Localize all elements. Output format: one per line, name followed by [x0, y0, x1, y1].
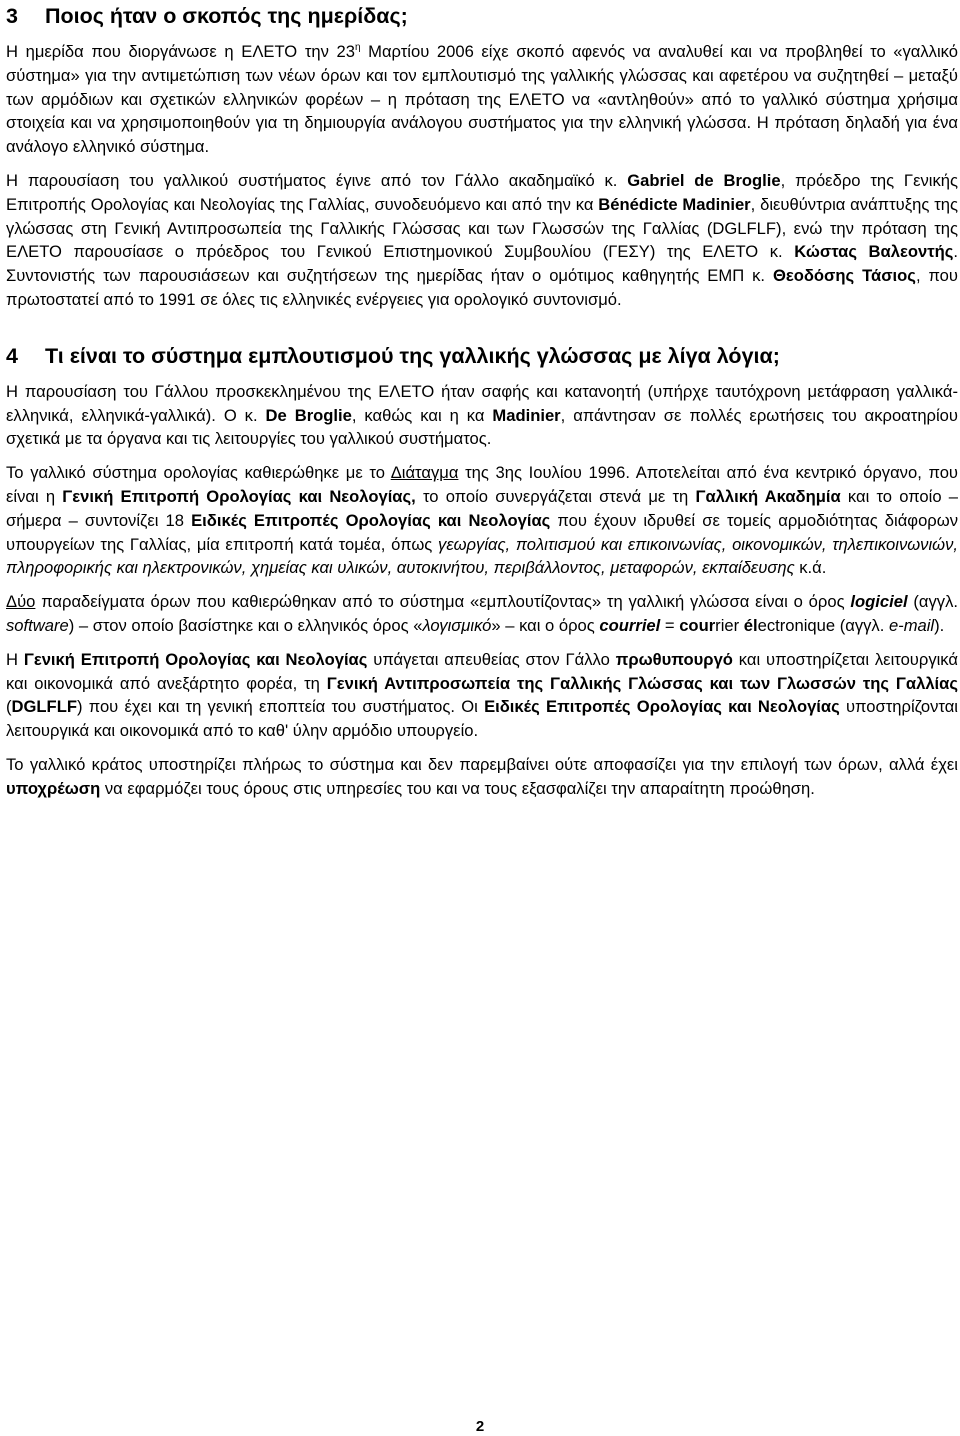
bold-term: Ειδικές Επιτροπές Ορολογίας και Νεολογίας	[484, 697, 840, 717]
paragraph	[6, 380, 958, 451]
superscript: η	[354, 42, 361, 53]
text-run: παραδείγματα όρων που καθιερώθηκαν από το σύστημα «εμπλουτίζοντας» τη γαλλική γλώσσα είναι ο όρος	[35, 592, 851, 612]
paragraph	[6, 169, 958, 312]
bold-term: Ειδικές Επιτροπές Ορολογίας και Νεολογίας	[191, 510, 551, 530]
bold-term: πρωθυπουργό	[615, 649, 733, 669]
text-run: και υποστηρίζεται λειτουργικά και οικονομικά από ανεξάρτητο φορέα, τη	[6, 649, 958, 693]
section-title: Ποιος ήταν ο σκοπός της ημερίδας;	[45, 4, 408, 28]
term-part: él	[743, 615, 758, 635]
text-run: που έχουν ιδρυθεί σε τομείς αρμοδιότητας διάφορων υπουργείων της Γαλλίας, μία επιτροπή κατά τομέα, όπως	[6, 510, 958, 554]
text-run: , που πρωτοστατεί από το 1991 σε όλες τις ελληνικές ενέργειες για ορολογικό συντονισμό.	[6, 266, 958, 309]
bold-term: Γενική Επιτροπή Ορολογίας και Νεολογίας	[23, 649, 368, 669]
section-number: 4	[6, 343, 18, 368]
page-number: 2	[475, 1418, 485, 1435]
text-run: (	[6, 697, 12, 717]
text-run: της 3ης Ιουλίου 1996. Αποτελείται από ένα κεντρικό όργανο, που είναι η	[6, 463, 958, 506]
term: courriel	[599, 615, 661, 635]
text-run: Το γαλλικό κράτος υποστηρίζει πλήρως το σύστημα και δεν παρεμβαίνει ούτε αποφασίζει για την επιλογή των όρων, αλλά έχει	[6, 754, 958, 774]
italic-list: γεωργίας, πολιτισμού και επικοινωνίας, οικονομικών, τηλεπικοινωνιών, πληροφορικής και ηλεκτρονικών, χημείας και υλικών, αυτοκινήτου, περιβάλλοντος, μεταφορών, εκπαίδευσης	[6, 534, 959, 578]
term-part: cour	[679, 615, 716, 635]
section-heading	[6, 2, 958, 30]
text-run: και το οποίο – σήμερα – συντονίζει 18	[6, 486, 958, 530]
person-name: Θεοδόσης Τάσιος	[772, 266, 916, 286]
person-name: De Broglie	[265, 405, 352, 425]
bold-term: Γενική Αντιπροσωπεία της Γαλλικής Γλώσσας και των Γλωσσών της Γαλλίας	[326, 673, 958, 693]
underlined-term: Δύο	[6, 592, 36, 612]
text-run: » – και ο όρος	[491, 615, 600, 635]
term: logiciel	[850, 592, 908, 612]
underlined-term: Διάταγμα	[390, 463, 459, 483]
term: e-mail	[888, 615, 935, 635]
section-title: Τι είναι το σύστημα εμπλουτισμού της γαλλικής γλώσσας με λίγα λόγια;	[45, 343, 780, 368]
term: software	[6, 615, 69, 635]
bold-term: Γαλλική Ακαδημία	[695, 486, 841, 506]
text-run: ).	[934, 615, 945, 635]
text-run: , απάντησαν σε πολλές ερωτήσεις του ακροατηρίου σχετικά με τα όργανα και τις λειτουργίες του γαλλικού συστήματος.	[6, 405, 958, 449]
text-run: Μαρτίου 2006 είχε σκοπό αφενός να αναλυθεί και να προβληθεί το «γαλλικό σύστημα» για την αντιμετώπιση των νέων όρων και τον εμπλουτισμό της γαλλικής γλώσσας και αφετέρου να συζητηθεί – μεταξύ των αρμόδιων και σχετικών ελληνικών φορέων – η πρόταση της ΕΛΕΤΟ να «αντληθούν» από το γαλλικό σύστημα χρήσιμα στοιχεία και να χρησιμοποιηθούν για τη δημιουργία ανάλογου συστήματος για την ελληνική γλώσσα. Η πρόταση δηλαδή για ένα ανάλογο ελληνικό σύστημα.	[6, 42, 958, 157]
text-run: Η ημερίδα που διοργάνωσε η ΕΛΕΤΟ την 23	[6, 42, 355, 61]
text-run: ectronique (αγγλ.	[757, 615, 889, 635]
term: λογισμικό	[422, 615, 492, 635]
bold-term: DGLFLF	[11, 697, 77, 717]
person-name: Κώστας Βαλεοντής	[794, 242, 954, 262]
person-name: Gabriel de Broglie	[627, 170, 781, 190]
paragraph	[6, 590, 958, 638]
text-run: Η	[6, 649, 24, 669]
section-number: 3	[6, 4, 18, 28]
text-run: , πρόεδρο της Γενικής Επιτροπής Ορολογίας και Νεολογίας της Γαλλίας, συνοδευόμενο και από την κα	[6, 170, 958, 214]
text-run: (αγγλ.	[907, 592, 958, 612]
text-run: , καθώς και η κα	[351, 405, 493, 425]
text-run: =	[660, 615, 680, 635]
text-run: να εφαρμόζει τους όρους στις υπηρεσίες του και να τους εξασφαλίζει την απαραίτητη προώθηση.	[100, 778, 815, 798]
text-run: , διευθύντρια ανάπτυξης της γλώσσας στη Γενική Αντιπροσωπεία της Γαλλικής Γλώσσας και των Γλωσσών της Γαλλίας (DGLFLF), ενώ την πρόταση της ΕΛΕΤΟ παρουσίασε ο πρόεδρος του Γενικού Επιστημονικού Συμβουλίου (ΓΕΣΥ) της ΕΛΕΤΟ κ.	[6, 194, 958, 262]
text-run: . Συντονιστής των παρουσιάσεων και συζητήσεων της ημερίδας ήταν ο ομότιμος καθηγητής ΕΜΠ κ.	[6, 242, 958, 286]
person-name: Madinier	[492, 405, 561, 425]
paragraph	[6, 40, 958, 159]
text-run: Η παρουσίαση του γαλλικού συστήματος έγινε από τον Γάλλο ακαδημαϊκό κ.	[6, 170, 628, 190]
bold-term: Γενική Επιτροπή Ορολογίας και Νεολογίας,	[62, 486, 416, 506]
paragraph	[6, 461, 958, 580]
text-run: Το γαλλικό σύστημα ορολογίας καθιερώθηκε με το	[6, 463, 391, 483]
text-run: rier	[715, 615, 744, 635]
bold-term: υποχρέωση	[6, 778, 101, 798]
text-run: υπάγεται απευθείας στον Γάλλο	[367, 649, 616, 669]
page-content	[6, 0, 958, 801]
paragraph	[6, 753, 958, 801]
text-run: το οποίο συνεργάζεται στενά με τη	[415, 486, 696, 506]
text-run: κ.ά.	[794, 558, 827, 578]
text-run: Η παρουσίαση του Γάλλου προσκεκλημένου της ΕΛΕΤΟ ήταν σαφής και κατανοητή (υπήρχε ταυτόχρονη μετάφραση γαλλικά-ελληνικά, ελληνικά-γαλλικά). Ο κ.	[6, 381, 958, 425]
text-run: υποστηρίζονται λειτουργικά και οικονομικά από το καθ' ύλην αρμόδιο υπουργείο.	[6, 697, 958, 741]
section-heading	[6, 342, 958, 370]
text-run: ) που έχει και τη γενική εποπτεία του συστήματος. Οι	[76, 697, 485, 717]
paragraph	[6, 648, 958, 743]
person-name: Bénédicte Madinier	[598, 194, 751, 214]
text-run: ) – στον οποίο βασίστηκε και ο ελληνικός όρος «	[68, 615, 423, 635]
